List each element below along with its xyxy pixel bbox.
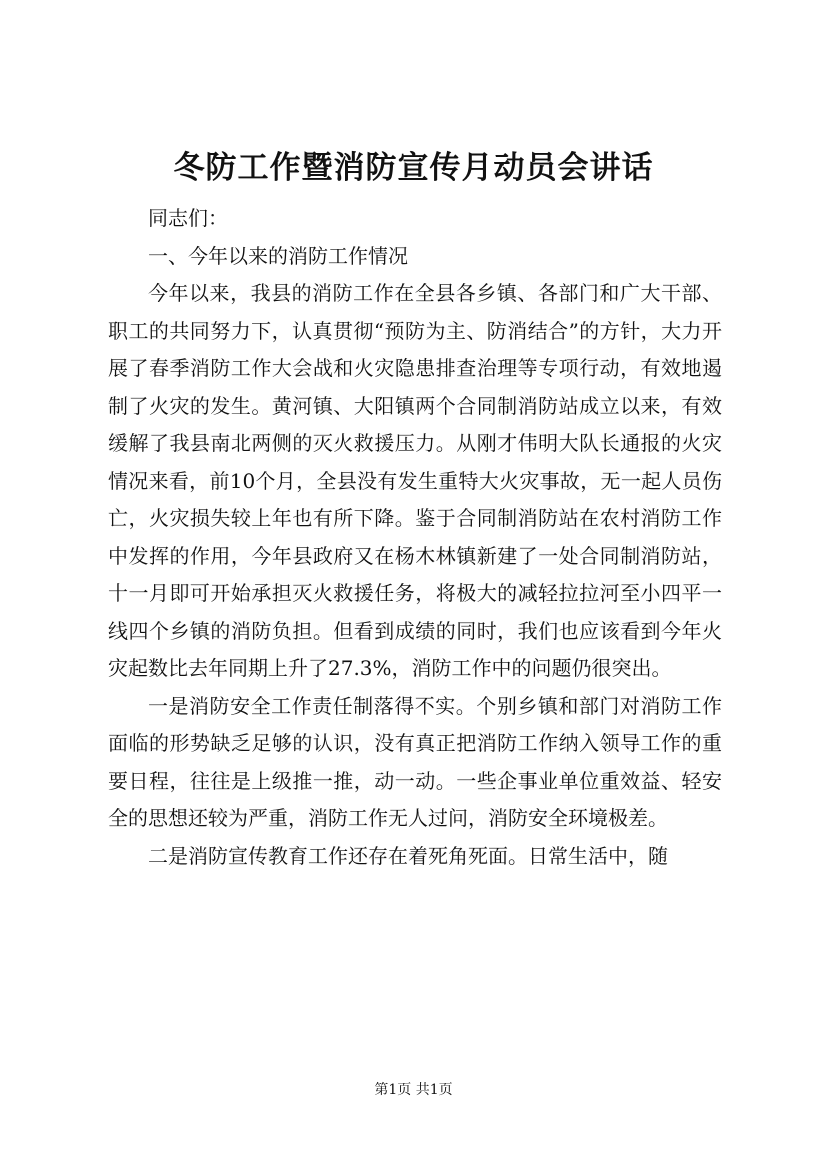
body-paragraph: 一是消防安全工作责任制落得不实。个别乡镇和部门对消防工作面临的形势缺乏足够的认识，没有真正把消防工作纳入领导工作的重要日程，往往是上级推一推，动一动。一些企事业单位重效益、轻安全的思想还较为严重，消防工作无人过问，消防安全环境极差。 — [108, 693, 722, 830]
page-footer: 第1页 共1页 — [374, 1082, 453, 1098]
body-paragraph: 今年以来，我县的消防工作在全县各乡镇、各部门和广大干部、职工的共同努力下，认真贯彻“预防为主、防消结合”的方针，大力开展了春季消防工作大会战和火灾隐患排查治理等专项行动，有效地遏制了火灾的发生。黄河镇、大阳镇两个合同制消防站成立以来，有效缓解了我县南北两侧的灭火救援压力。从刚才伟明大队长通报的火灾情况来看，前10个月，全县没有发生重特大火灾事故，无一起人员伤亡，火灾损失较上年也有所下降。鉴于合同制消防站在农村消防工作中发挥的作用，今年县政府又在杨木林镇新建了一处合同制消防站，十一月即可开始承担灭火救援任务，将极大的减轻拉拉河至小四平一线四个乡镇的消防负担。但看到成绩的同时，我们也应该看到今年火灾起数比去年同期上升了27.3%，消防工作中的问题仍很突出。 — [108, 281, 722, 680]
salutation-paragraph: 同志们： — [148, 206, 228, 230]
body-paragraph: 二是消防宣传教育工作还存在着死角死面。日常生活中，随 — [148, 843, 668, 868]
document-body — [108, 200, 722, 875]
document-title: 冬防工作暨消防宣传月动员会讲话 — [173, 150, 654, 186]
section-heading: 一、今年以来的消防工作情况 — [148, 243, 408, 268]
